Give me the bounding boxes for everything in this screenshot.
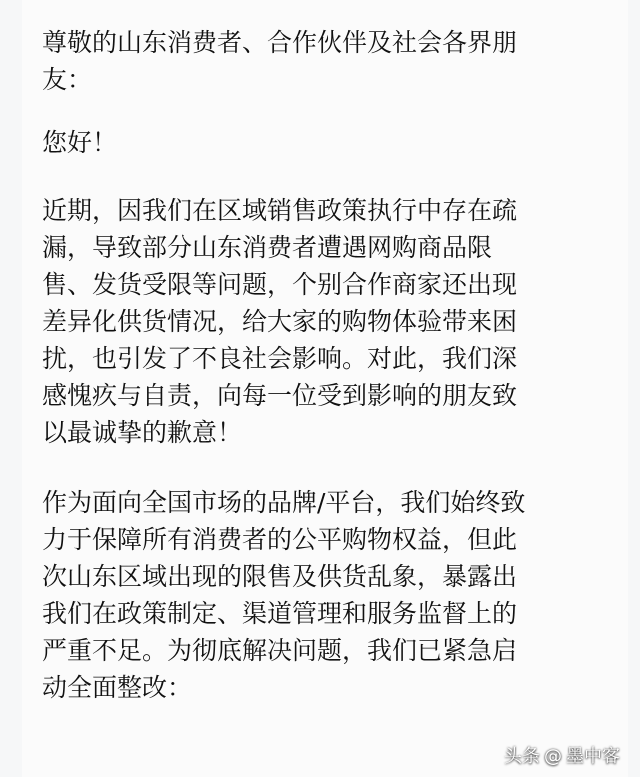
body-line: 我们在政策制定、渠道管理和服务监督上的 bbox=[42, 599, 518, 628]
salutation-paragraph bbox=[42, 24, 602, 98]
salutation-line: 友： bbox=[42, 65, 93, 94]
body-line: 次山东区域出现的限售及供货乱象，暴露出 bbox=[42, 562, 518, 591]
watermark-separator: @ bbox=[544, 746, 562, 767]
body-line: 漏，导致部分山东消费者遭遇网购商品限 bbox=[42, 233, 493, 262]
body-paragraph-2 bbox=[42, 484, 602, 706]
greeting-paragraph bbox=[42, 124, 602, 161]
letter-content bbox=[42, 24, 602, 706]
body-line: 近期，因我们在区域销售政策执行中存在疏 bbox=[42, 196, 518, 225]
body-line: 作为面向全国市场的品牌/平台，我们始终致 bbox=[42, 488, 526, 517]
body-line: 以最诚挚的歉意！ bbox=[42, 418, 243, 447]
body-paragraph-1 bbox=[42, 192, 602, 451]
salutation-line: 尊敬的山东消费者、合作伙伴及社会各界朋 bbox=[42, 28, 518, 57]
watermark bbox=[504, 747, 620, 767]
body-line: 扰，也引发了不良社会影响。对此，我们深 bbox=[42, 344, 518, 373]
body-line: 售、发货受限等问题，个别合作商家还出现 bbox=[42, 270, 518, 299]
body-line: 严重不足。为彻底解决问题，我们已紧急启 bbox=[42, 636, 518, 665]
body-line: 动全面整改： bbox=[42, 673, 193, 702]
watermark-brand: 头条 bbox=[504, 746, 540, 767]
greeting-line: 您好！ bbox=[42, 128, 118, 157]
body-line: 力于保障所有消费者的公平购物权益，但此 bbox=[42, 525, 518, 554]
body-line: 差异化供货情况，给大家的购物体验带来困 bbox=[42, 307, 518, 336]
body-line: 感愧疚与自责，向每一位受到影响的朋友致 bbox=[42, 381, 518, 410]
watermark-handle: 墨中客 bbox=[566, 746, 620, 767]
